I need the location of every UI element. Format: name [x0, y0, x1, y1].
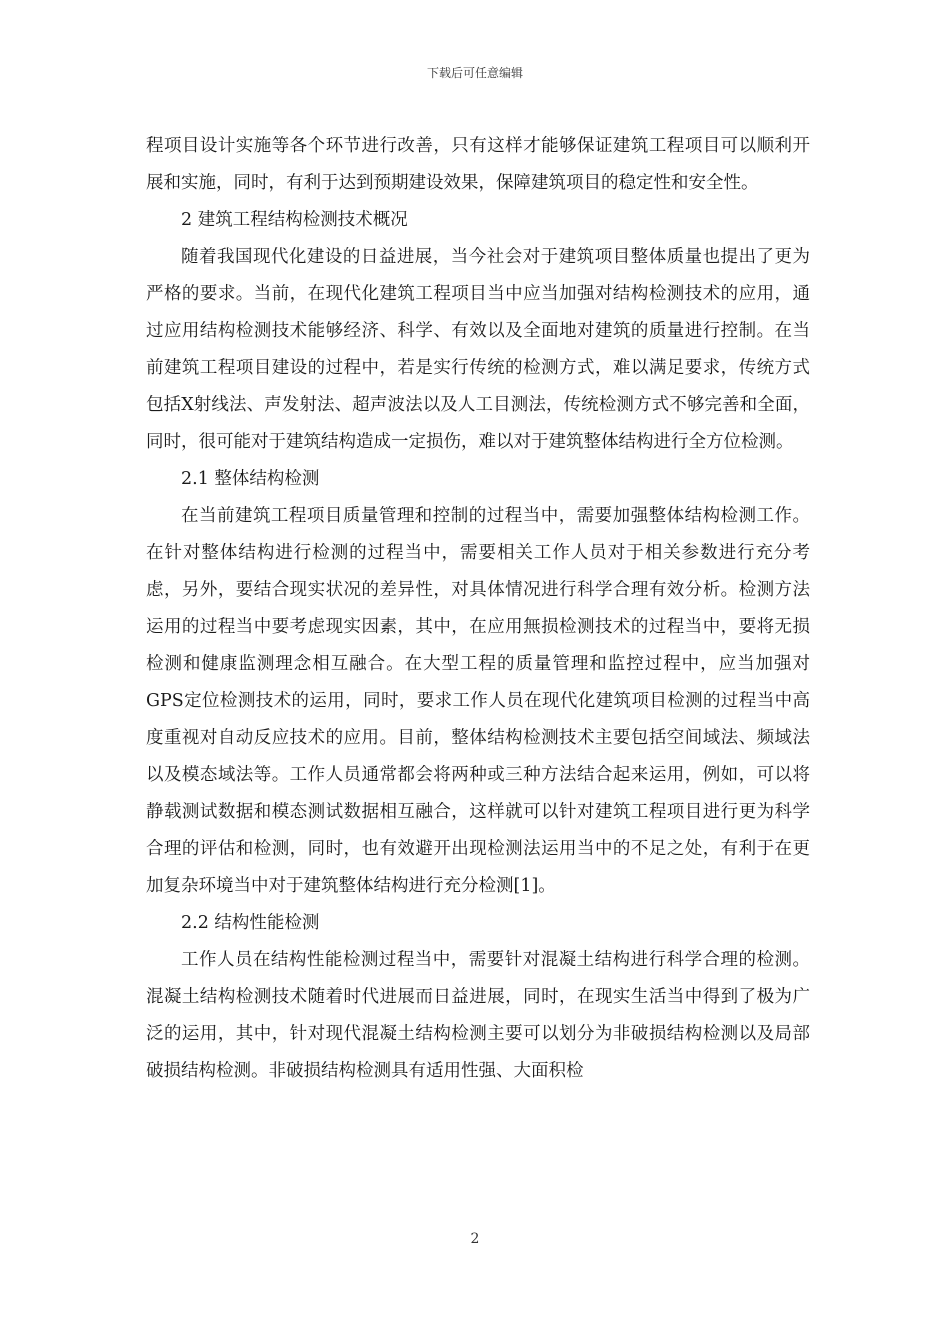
section-heading-2-2: 2.2 结构性能检测 [181, 913, 320, 933]
document-body [146, 128, 810, 1090]
section-heading-2: 2 建筑工程结构检测技术概况 [181, 210, 408, 230]
paragraph-structural-performance: 工作人员在结构性能检测过程当中，需要针对混凝土结构进行科学合理的检测。混凝土结构检测技术随着时代进展而日益进展，同时，在现实生活当中得到了极为广泛的运用，其中，针对现代混凝土结构检测主要可以划分为非破损结构检测以及局部破损结构检测。非破损结构检测具有适用性强、大面积检 [146, 950, 810, 1081]
page-header: 下载后可任意编辑 [426, 66, 523, 80]
section-heading-2-1: 2.1 整体结构检测 [181, 469, 320, 489]
page-number: 2 [470, 1231, 480, 1247]
paragraph-overview: 随着我国现代化建设的日益进展，当今社会对于建筑项目整体质量也提出了更为严格的要求。当前，在现代化建筑工程项目当中应当加强对结构检测技术的应用，通过应用结构检测技术能够经济、科学、有效以及全面地对建筑的质量进行控制。在当前建筑工程项目建设的过程中，若是实行传统的检测方式，难以满足要求，传统方式包括X射线法、声发射法、超声波法以及人工目测法，传统检测方式不够完善和全面，同时，很可能对于建筑结构造成一定损伤，难以对于建筑整体结构进行全方位检测。 [146, 247, 810, 452]
paragraph-continuation: 程项目设计实施等各个环节进行改善，只有这样才能够保证建筑工程项目可以顺利开展和实施，同时，有利于达到预期建设效果，保障建筑项目的稳定性和安全性。 [146, 136, 810, 193]
paragraph-overall-structure: 在当前建筑工程项目质量管理和控制的过程当中，需要加强整体结构检测工作。在针对整体结构进行检测的过程当中，需要相关工作人员对于相关参数进行充分考虑，另外，要结合现实状况的差异性，对具体情况进行科学合理有效分析。检测方法运用的过程当中要考虑现实因素，其中，在应用無损检测技术的过程当中，要将无损检测和健康监测理念相互融合。在大型工程的质量管理和监控过程中，应当加强对GPS定位检测技术的运用，同时，要求工作人员在现代化建筑项目检测的过程当中高度重视对自动反应技术的应用。目前，整体结构检测技术主要包括空间域法、频域法以及模态域法等。工作人员通常都会将两种或三种方法结合起来运用，例如，可以将静载测试数据和模态测试数据相互融合，这样就可以针对建筑工程项目进行更为科学合理的评估和检测，同时，也有效避开出现检测法运用当中的不足之处，有利于在更加复杂环境当中对于建筑整体结构进行充分检测[1]。 [146, 506, 810, 896]
